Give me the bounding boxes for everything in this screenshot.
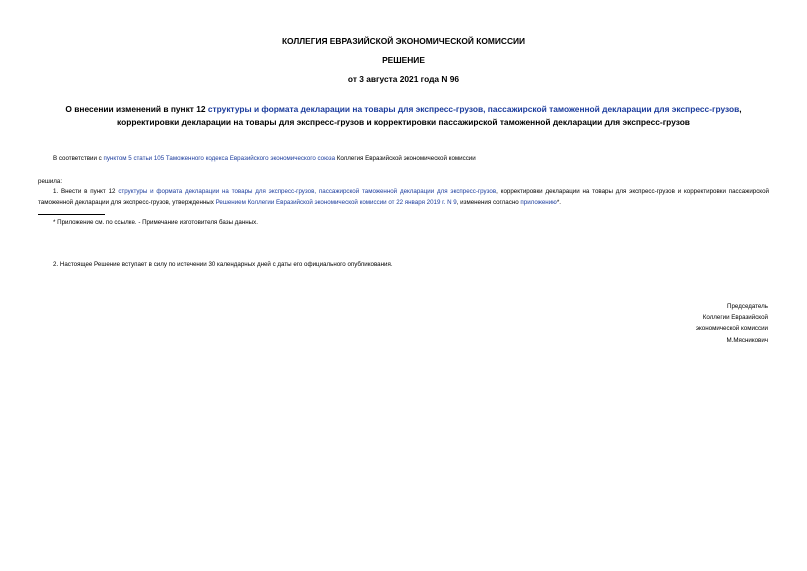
footnote-text: * Приложение см. по ссылке. - Примечание изготовителя базы данных. xyxy=(53,219,258,226)
preamble-text-2: Коллегия Евразийской экономической комиссии xyxy=(335,155,476,162)
item1-text-3: , изменения согласно xyxy=(456,198,521,206)
item1-text-2: , корректировки декларации на товары для экспресс-грузов и корректировки пассажирской таможенной декларации для экспресс-грузов, утвержденных xyxy=(38,188,769,206)
item1-text-1: 1. Внести в пункт 12 xyxy=(53,188,119,195)
signature-body: Коллегии Евразийской xyxy=(702,314,768,322)
item-1-paragraph xyxy=(38,187,769,209)
signature-name: М.Мясникович xyxy=(726,336,768,344)
document-title xyxy=(38,103,769,128)
title-text-2: , корректировки декларации на товары для экспресс-грузов и корректировки пассажирской таможенной декларации для экспресс-грузов xyxy=(117,104,742,127)
item1-link-structure[interactable]: структуры и формата декларации на товары для экспресс-грузов, пассажирской таможенной декларации для экспресс-грузов xyxy=(118,188,497,195)
signature-block xyxy=(696,301,768,346)
signature-commission: экономической комиссии xyxy=(695,325,768,333)
title-link-structure[interactable]: структуры и формата декларации на товары для экспресс-грузов, пассажирской таможенной декларации для экспресс-грузов xyxy=(207,104,740,114)
doc-type-heading: РЕШЕНИЕ xyxy=(382,55,425,65)
item1-link-appendix[interactable]: приложению xyxy=(520,198,557,206)
decided-label: решила: xyxy=(38,178,63,185)
date-number-heading: от 3 августа 2021 года N 96 xyxy=(347,74,460,84)
item-2-paragraph: 2. Настоящее Решение вступает в силу по истечении 30 календарных дней с даты его официального опубликования. xyxy=(53,261,393,268)
preamble-link-customs-code[interactable]: пунктом 5 статьи 105 Таможенного кодекса Евразийского экономического союза xyxy=(103,155,336,162)
item1-text-4: *. xyxy=(556,198,561,206)
preamble-paragraph xyxy=(53,154,773,165)
org-heading: КОЛЛЕГИЯ ЕВРАЗИЙСКОЙ ЭКОНОМИЧЕСКОЙ КОМИССИИ xyxy=(281,36,526,46)
signature-position: Председатель xyxy=(727,303,768,310)
item1-link-decision[interactable]: Решением Коллегии Евразийской экономической комиссии от 22 января 2019 г. N 9 xyxy=(215,198,457,206)
title-text-1: О внесении изменений в пункт 12 xyxy=(65,104,208,114)
preamble-text-1: В соответствии с xyxy=(53,155,104,162)
footnote-divider xyxy=(38,214,105,215)
